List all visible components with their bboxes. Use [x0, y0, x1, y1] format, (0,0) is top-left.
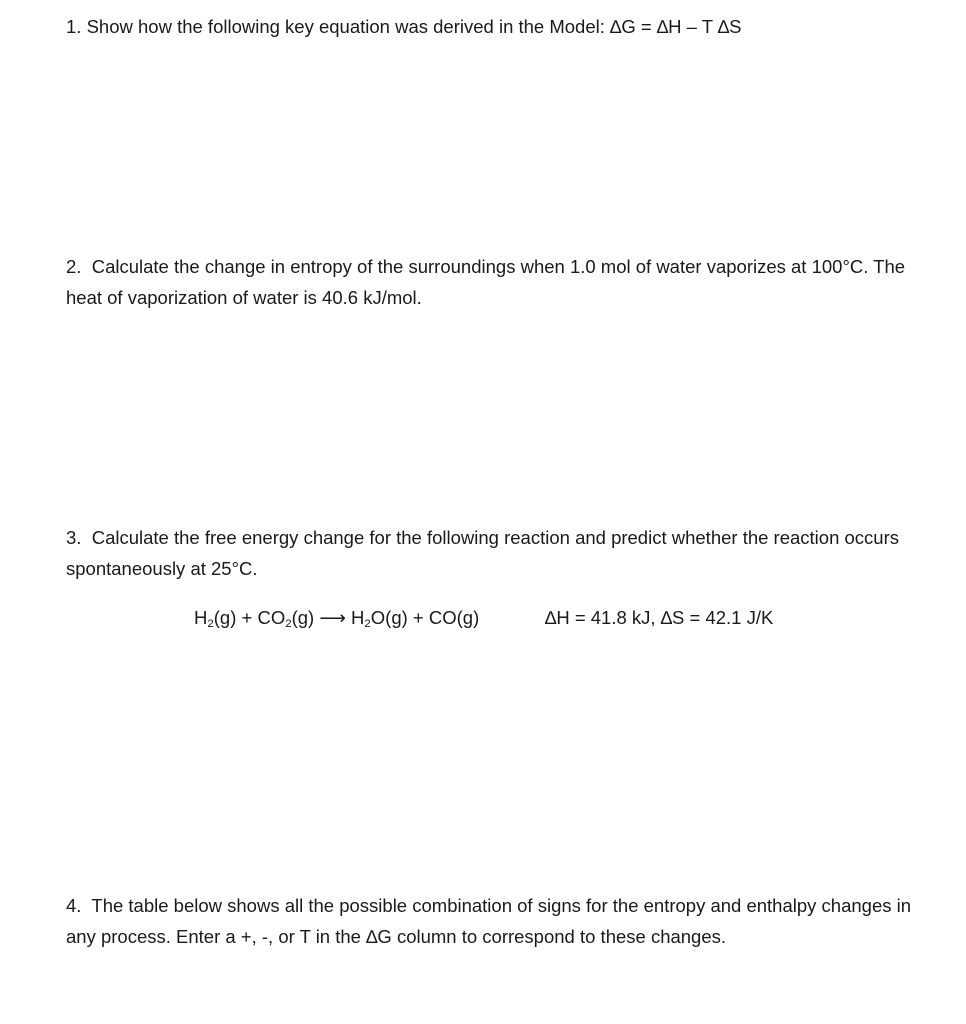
reaction-equation: $H_2(g) + CO_2(g)$ ⟶ $H_2O(g) + CO(g)$: [194, 607, 480, 631]
thermo-values: ∆H = 41.8 kJ, ∆S = 42.1 J/K: [545, 607, 774, 628]
question-1-text: Show how the following key equation was derived in the Model: ∆G = ∆H – T ∆S: [86, 16, 742, 37]
question-4-number: 4.: [66, 895, 82, 916]
question-2: [66, 251, 916, 313]
question-1: [66, 11, 916, 42]
question-1-number: 1.: [66, 16, 82, 37]
question-4: [66, 890, 916, 952]
question-3: [66, 522, 916, 584]
question-4-text: The table below shows all the possible combination of signs for the entropy and enthalpy changes in any process. Enter a +, -, or T in the ∆G column to correspond to these changes.: [66, 895, 912, 947]
question-2-text: Calculate the change in entropy of the surroundings when 1.0 mol of water vaporizes at 100°C. The heat of vaporization of water is 40.6 kJ/mol.: [66, 256, 906, 308]
question-3-text: Calculate the free energy change for the following reaction and predict whether the reaction occurs spontaneously at 25°C.: [66, 527, 899, 579]
reaction-line: [0, 603, 966, 633]
question-3-number: 3.: [66, 527, 82, 548]
question-2-number: 2.: [66, 256, 82, 277]
